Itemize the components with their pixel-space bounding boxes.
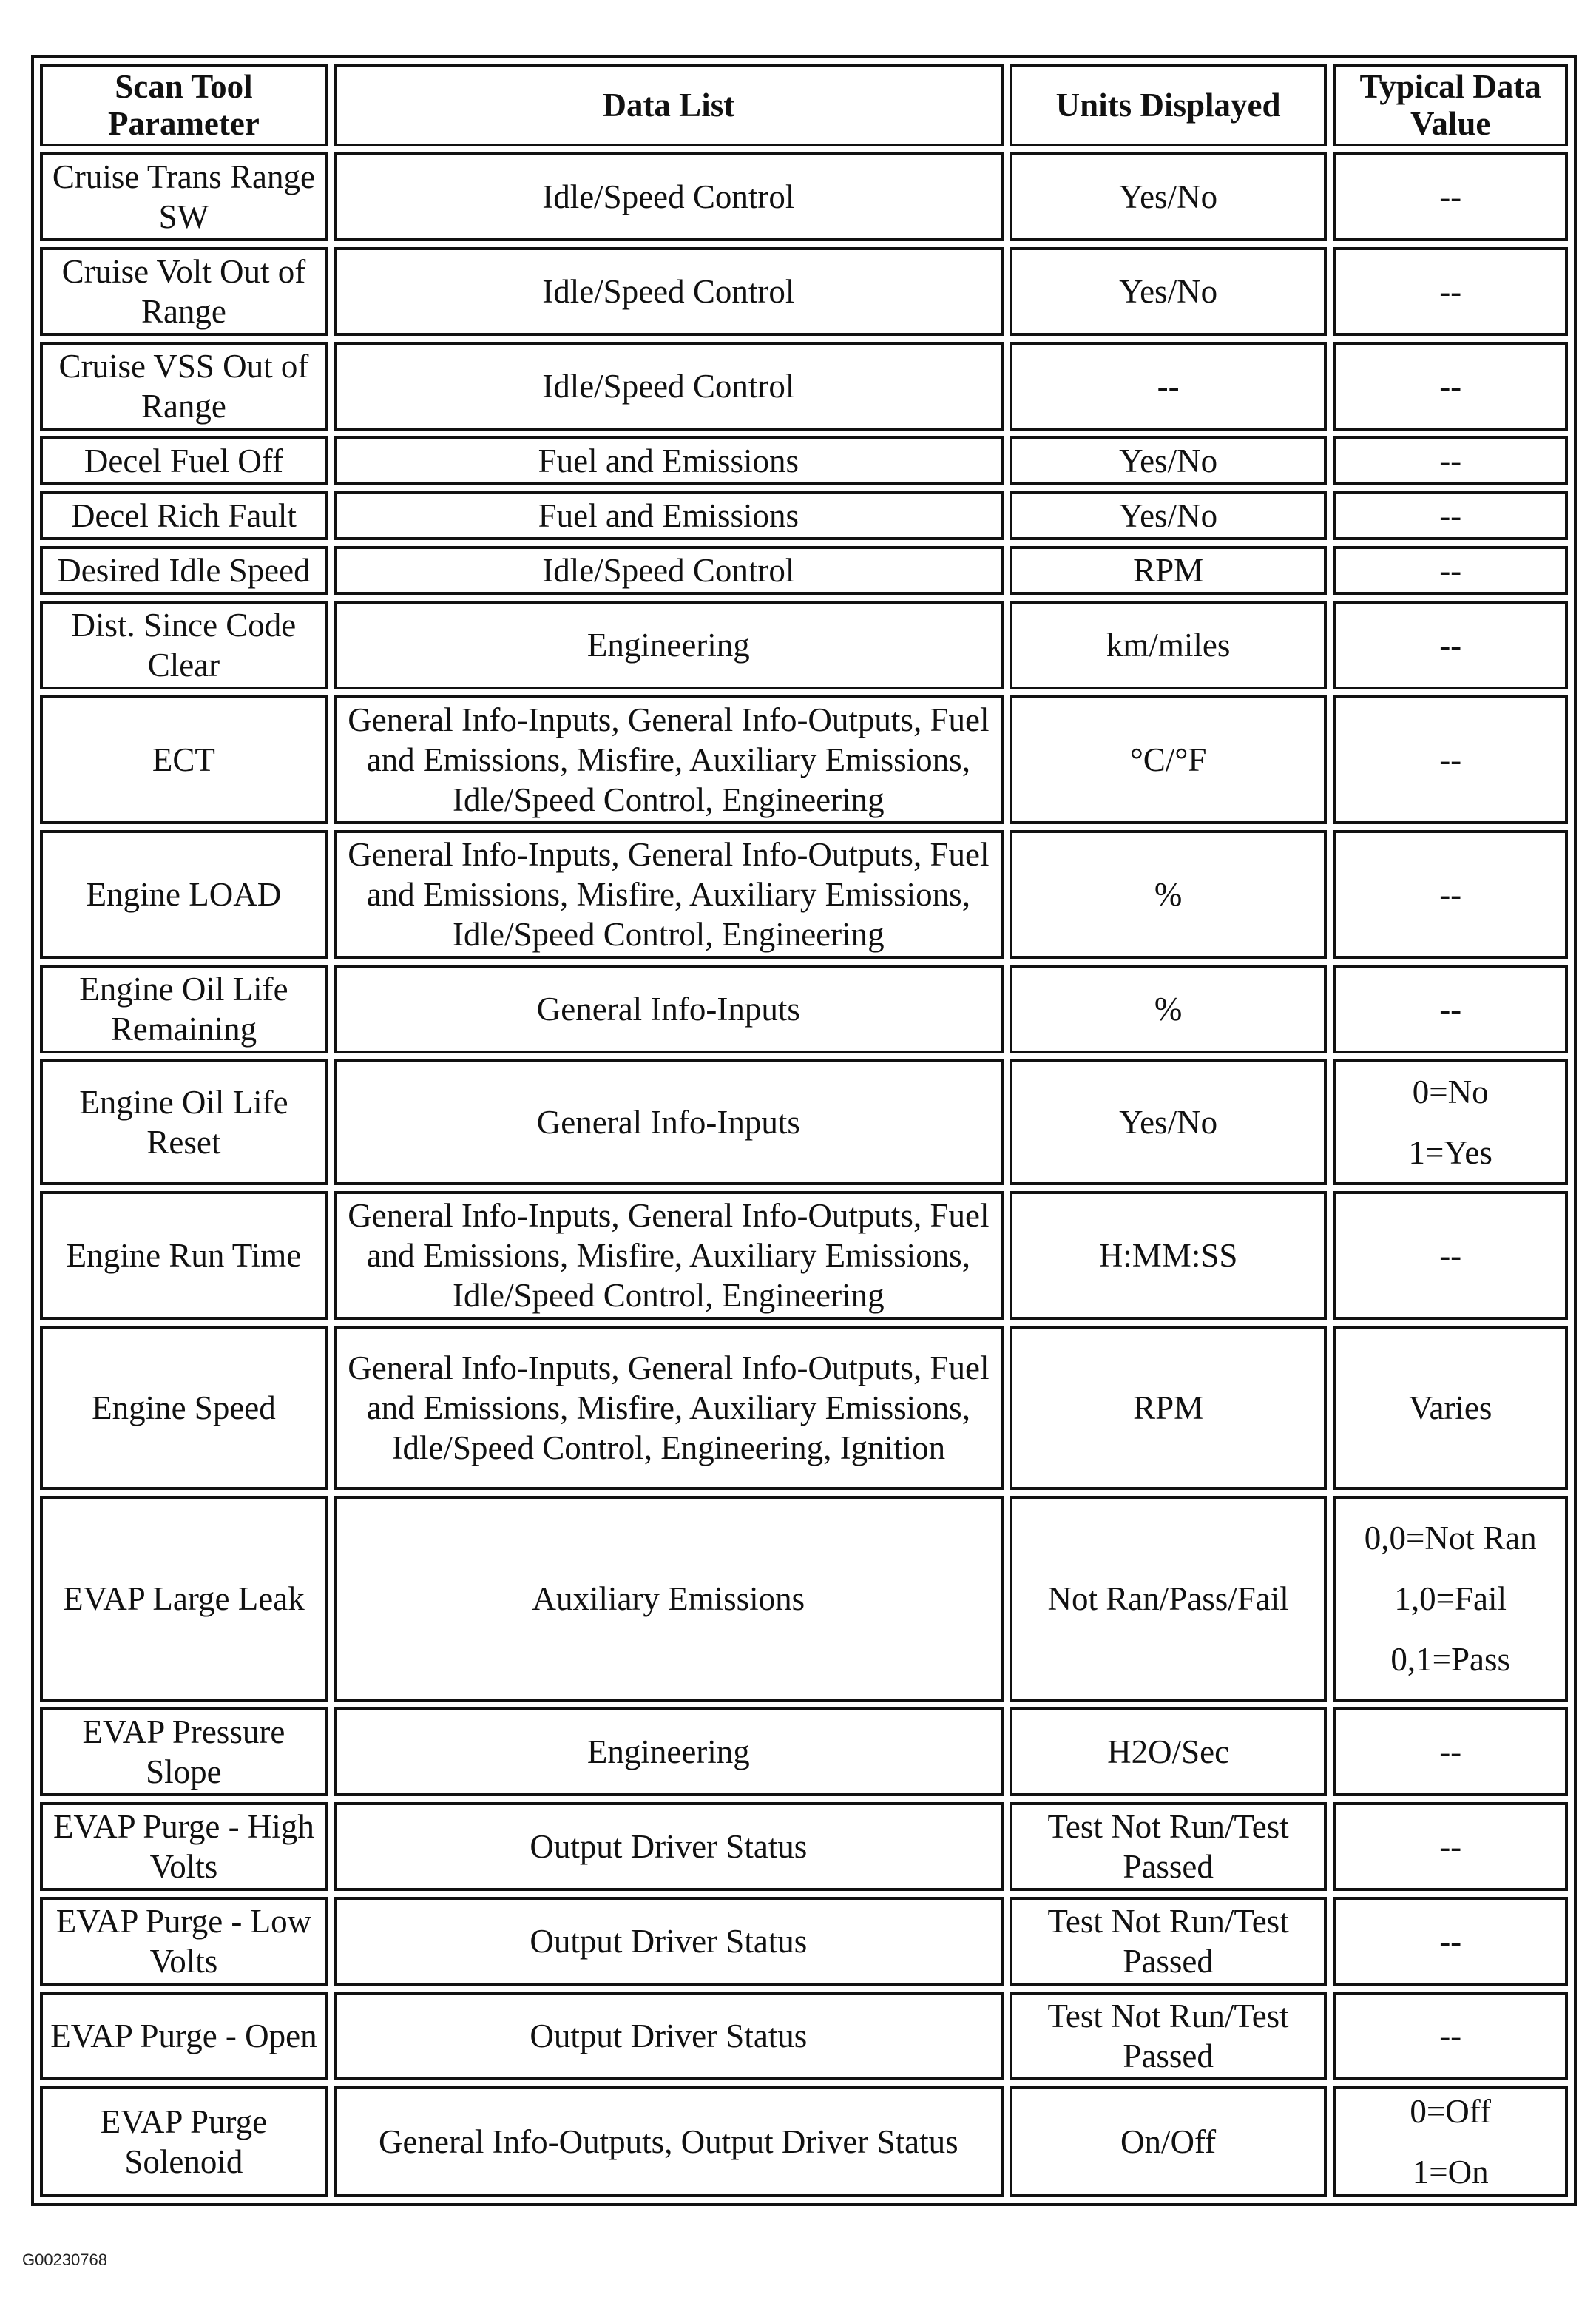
parameter-cell: Engine Oil Life Reset [40, 1059, 328, 1185]
typical-value-cell [1333, 2086, 1568, 2197]
table-row [40, 965, 1568, 1053]
header-units-displayed: Units Displayed [1010, 64, 1328, 146]
parameter-cell: EVAP Pressure Slope [40, 1707, 328, 1796]
table-row [40, 1326, 1568, 1490]
typical-value-cell [1333, 1191, 1568, 1320]
typical-value-cell [1333, 247, 1568, 336]
table-row [40, 546, 1568, 595]
units-cell: On/Off [1010, 2086, 1328, 2197]
table-row [40, 1897, 1568, 1986]
data-list-cell: Idle/Speed Control [334, 247, 1004, 336]
data-list-cell: General Info-Inputs, General Info-Outputs, Fuel and Emissions, Misfire, Auxiliary Emissions, Idle/Speed Control, Engineering [334, 830, 1004, 959]
typical-value: -- [1439, 442, 1462, 479]
typical-value: -- [1439, 552, 1462, 589]
units-cell: Yes/No [1010, 436, 1328, 485]
parameter-cell: Cruise Volt Out of Range [40, 247, 328, 336]
parameter-cell: Desired Idle Speed [40, 546, 328, 595]
data-list-cell: General Info-Inputs, General Info-Outputs, Fuel and Emissions, Misfire, Auxiliary Emissions, Idle/Speed Control, Engineering [334, 1191, 1004, 1320]
data-list-cell: General Info-Inputs, General Info-Outputs, Fuel and Emissions, Misfire, Auxiliary Emissions, Idle/Speed Control, Engineering, Ignition [334, 1326, 1004, 1490]
data-list-cell: General Info-Inputs [334, 965, 1004, 1053]
data-list-cell: General Info-Inputs [334, 1059, 1004, 1185]
figure-id: G00230768 [22, 2250, 107, 2269]
parameter-cell: Cruise VSS Out of Range [40, 342, 328, 431]
header-scan-tool-parameter: Scan Tool Parameter [40, 64, 328, 146]
typical-value: -- [1439, 178, 1462, 215]
typical-value-cell [1333, 601, 1568, 689]
table-row [40, 1707, 1568, 1796]
units-cell: Test Not Run/Test Passed [1010, 1992, 1328, 2080]
data-list-cell: General Info-Outputs, Output Driver Status [334, 2086, 1004, 2197]
typical-value: -- [1439, 1237, 1462, 1274]
typical-value: 0=No [1412, 1073, 1489, 1110]
units-cell: RPM [1010, 1326, 1328, 1490]
parameter-cell: Cruise Trans Range SW [40, 152, 328, 241]
header-typical-data-value: Typical Data Value [1333, 64, 1568, 146]
table-row [40, 247, 1568, 336]
typical-value: -- [1439, 497, 1462, 534]
table-row [40, 1059, 1568, 1185]
units-cell: H:MM:SS [1010, 1191, 1328, 1320]
typical-value-cell [1333, 546, 1568, 595]
typical-value-cell [1333, 1326, 1568, 1490]
units-cell: Yes/No [1010, 1059, 1328, 1185]
units-cell: Yes/No [1010, 247, 1328, 336]
units-cell: Not Ran/Pass/Fail [1010, 1496, 1328, 1702]
parameter-cell: Engine Oil Life Remaining [40, 965, 328, 1053]
header-data-list: Data List [334, 64, 1004, 146]
typical-value: 1=Yes [1408, 1134, 1492, 1171]
data-list-cell: Output Driver Status [334, 1897, 1004, 1986]
typical-value-cell [1333, 342, 1568, 431]
table-row [40, 1992, 1568, 2080]
units-cell: Yes/No [1010, 491, 1328, 540]
units-cell: Test Not Run/Test Passed [1010, 1802, 1328, 1891]
typical-value: -- [1439, 876, 1462, 913]
typical-value: 0=Off [1410, 2093, 1491, 2130]
typical-value: 1=On [1412, 2154, 1489, 2191]
typical-value: -- [1439, 1828, 1462, 1865]
units-cell: Test Not Run/Test Passed [1010, 1897, 1328, 1986]
parameter-cell: Engine LOAD [40, 830, 328, 959]
table-row [40, 436, 1568, 485]
typical-value: -- [1439, 1733, 1462, 1770]
typical-value: -- [1439, 991, 1462, 1028]
data-list-cell: Idle/Speed Control [334, 546, 1004, 595]
units-cell: % [1010, 830, 1328, 959]
parameter-cell: EVAP Purge - High Volts [40, 1802, 328, 1891]
typical-value-cell [1333, 695, 1568, 824]
typical-value: 1,0=Fail [1394, 1580, 1507, 1617]
typical-value-cell [1333, 1496, 1568, 1702]
data-list-cell: Fuel and Emissions [334, 436, 1004, 485]
typical-value: 0,1=Pass [1390, 1641, 1511, 1678]
parameter-cell: Engine Run Time [40, 1191, 328, 1320]
typical-value-cell [1333, 1802, 1568, 1891]
parameter-cell: Dist. Since Code Clear [40, 601, 328, 689]
typical-value: -- [1439, 627, 1462, 664]
table-row [40, 601, 1568, 689]
typical-value-cell [1333, 152, 1568, 241]
parameter-cell: EVAP Purge - Low Volts [40, 1897, 328, 1986]
units-cell: % [1010, 965, 1328, 1053]
table-row [40, 152, 1568, 241]
typical-value: -- [1439, 2017, 1462, 2054]
typical-value-cell [1333, 1707, 1568, 1796]
table-row [40, 1191, 1568, 1320]
table-row [40, 2086, 1568, 2197]
parameter-cell: ECT [40, 695, 328, 824]
data-list-cell: Output Driver Status [334, 1992, 1004, 2080]
table-row [40, 1496, 1568, 1702]
data-list-cell: Auxiliary Emissions [334, 1496, 1004, 1702]
typical-value-cell [1333, 1059, 1568, 1185]
typical-value: -- [1439, 741, 1462, 778]
parameter-cell: Decel Fuel Off [40, 436, 328, 485]
parameter-cell: EVAP Purge - Open [40, 1992, 328, 2080]
units-cell: °C/°F [1010, 695, 1328, 824]
table-row [40, 830, 1568, 959]
parameter-cell: EVAP Purge Solenoid [40, 2086, 328, 2197]
typical-value: Varies [1408, 1389, 1492, 1426]
parameter-cell: EVAP Large Leak [40, 1496, 328, 1702]
typical-value: -- [1439, 273, 1462, 310]
typical-value-cell [1333, 965, 1568, 1053]
data-list-cell: General Info-Inputs, General Info-Outputs, Fuel and Emissions, Misfire, Auxiliary Emissions, Idle/Speed Control, Engineering [334, 695, 1004, 824]
units-cell: RPM [1010, 546, 1328, 595]
typical-value-cell [1333, 1897, 1568, 1986]
units-cell: km/miles [1010, 601, 1328, 689]
units-cell: Yes/No [1010, 152, 1328, 241]
table-row [40, 1802, 1568, 1891]
parameter-cell: Decel Rich Fault [40, 491, 328, 540]
typical-value-cell [1333, 1992, 1568, 2080]
data-list-cell: Engineering [334, 601, 1004, 689]
typical-value-cell [1333, 491, 1568, 540]
data-list-cell: Fuel and Emissions [334, 491, 1004, 540]
data-list-cell: Idle/Speed Control [334, 342, 1004, 431]
typical-value: -- [1439, 368, 1462, 405]
header-row [40, 64, 1568, 146]
typical-value-cell [1333, 436, 1568, 485]
data-list-cell: Engineering [334, 1707, 1004, 1796]
units-cell: H2O/Sec [1010, 1707, 1328, 1796]
table-row [40, 491, 1568, 540]
table-row [40, 342, 1568, 431]
units-cell: -- [1010, 342, 1328, 431]
scan-tool-parameter-table [31, 55, 1577, 2206]
typical-value: -- [1439, 1923, 1462, 1960]
table-row [40, 695, 1568, 824]
data-list-cell: Output Driver Status [334, 1802, 1004, 1891]
parameter-cell: Engine Speed [40, 1326, 328, 1490]
typical-value: 0,0=Not Ran [1364, 1520, 1537, 1557]
data-list-cell: Idle/Speed Control [334, 152, 1004, 241]
typical-value-cell [1333, 830, 1568, 959]
